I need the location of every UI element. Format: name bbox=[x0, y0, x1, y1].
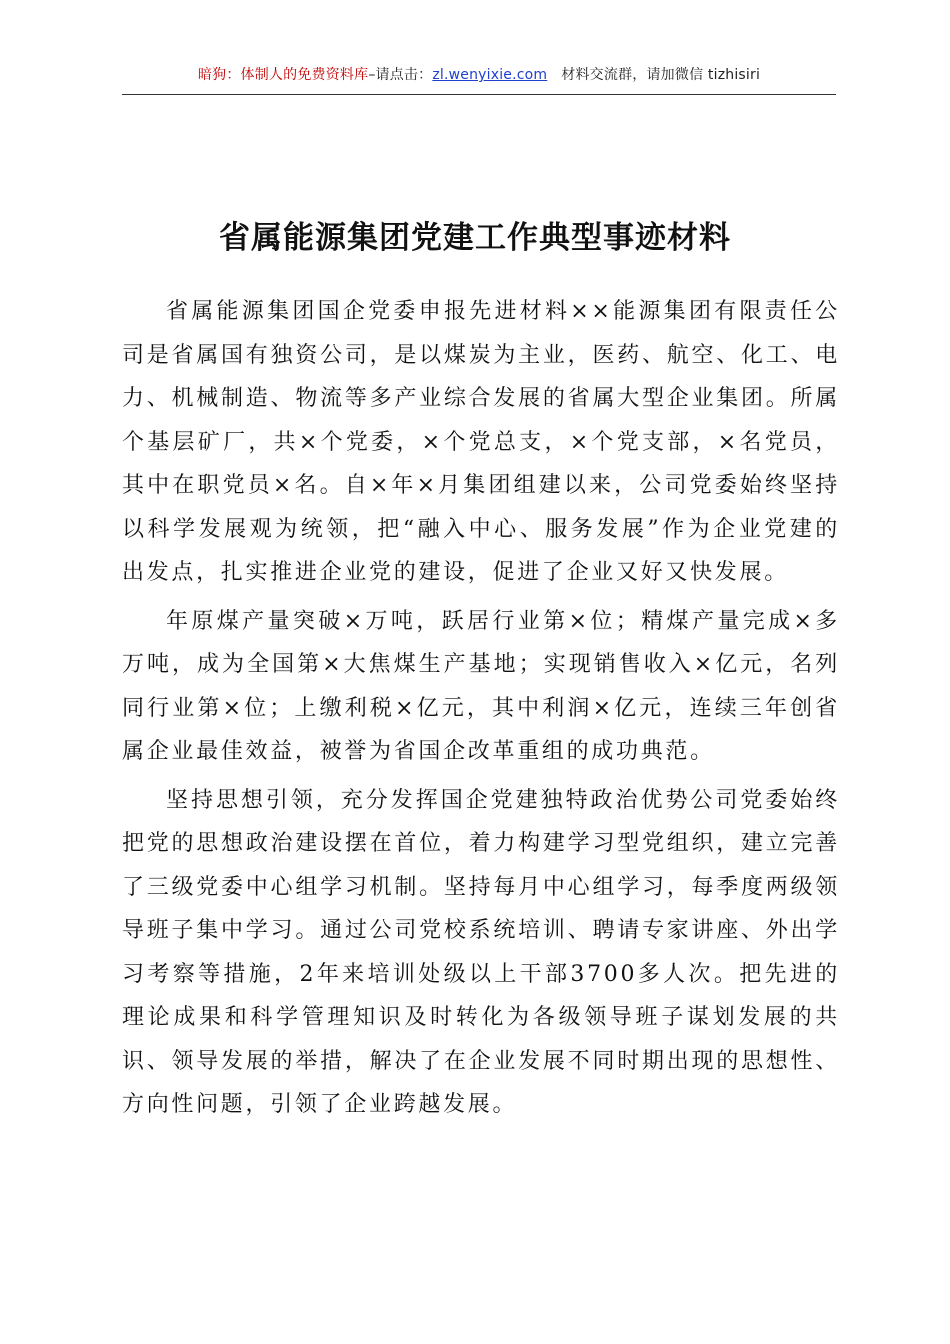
header-prompt: –请点击： bbox=[368, 67, 433, 83]
paragraph: 省属能源集团国企党委申报先进材料××能源集团有限责任公司是省属国有独资公司，是以煤炭为主业，医药、航空、化工、电力、机械制造、物流等多产业综合发展的省属大型企业集团。所属个基层矿厂，共×个党委，×个党总支，×个党支部，×名党员，其中在职党员×名。自×年×月集团组建以来，公司党委始终坚持以科学发展观为统领，把“融入中心、服务发展”作为企业党建的出发点，扎实推进企业党的建设，促进了企业又好又快发展。 bbox=[122, 299, 840, 585]
document-body bbox=[122, 290, 840, 1132]
paragraph: 年原煤产量突破×万吨，跃居行业第×位；精煤产量完成×多万吨，成为全国第×大焦煤生产基地；实现销售收入×亿元，名列同行业第×位；上缴利税×亿元，其中利润×亿元，连续三年创省属企业最佳效益，被誉为省国企改革重组的成功典范。 bbox=[122, 608, 840, 764]
page-header bbox=[122, 64, 836, 95]
document-title: 省属能源集团党建工作典型事迹材料 bbox=[219, 220, 731, 256]
header-brand: 暗狗：体制人的免费资料库 bbox=[197, 67, 369, 83]
header-link[interactable]: zl.wenyixie.com bbox=[432, 67, 548, 83]
paragraph: 坚持思想引领，充分发挥国企党建独特政治优势公司党委始终把党的思想政治建设摆在首位，着力构建学习型党组织，建立完善了三级党委中心组学习机制。坚持每月中心组学习，每季度两级领导班子集中学习。通过公司党校系统培训、聘请专家讲座、外出学习考察等措施，2年来培训处级以上干部3700多人次。把先进的理论成果和科学管理知识及时转化为各级领导班子谋划发展的共识、领导发展的举措，解决了在企业发展不同时期出现的思想性、方向性问题，引领了企业跨越发展。 bbox=[122, 787, 840, 1117]
header-contact: 材料交流群，请加微信 tizhisiri bbox=[561, 67, 761, 83]
